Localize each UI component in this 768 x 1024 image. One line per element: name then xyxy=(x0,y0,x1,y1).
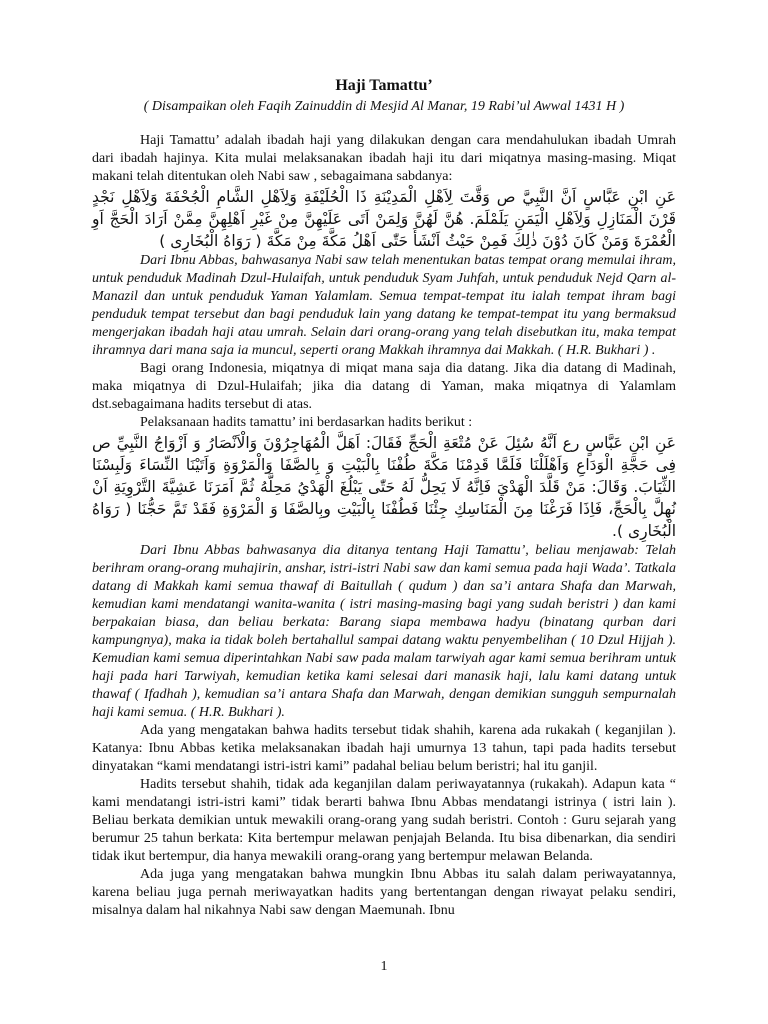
translation-tamattu: Dari Ibnu Abbas bahwasanya dia ditanya tentang Haji Tamattu’, beliau menjawab: Telah berihram orang-orang muhajirin, anshar, istri-istri Nabi saw dan kami semua pada haji Wada’. Tatkala datang di Makkah kami semua thawaf di Baitullah ( qudum ) dan sa’i antara Shafa dan Marwah, kemudian kami mendatangi wanita-wanita ( istri masing-masing bagi yang sudah beristri ) dan kami berpakaian biasa, dan beliau berkata: Barang siapa membawa hadyu (binatang qurban dari kampungnya), maka ia tidak boleh bertahallul sampai datang waktu penyembelihan ( 10 Dzul Hijjah ). Kemudian kami semua diperintahkan Nabi saw pada malam tarwiyah agar kami semua berihram untuk haji pada hari Tarwiyah, kemudian ketika kami selesai dari manasik haji, lalu kami datang untuk thawaf ( Ifadhah ), kemudian sa’i antara Shafa dan Marwah, dengan demikian sungguh sempurnalah haji kami semua. ( H.R. Bukhari ). xyxy=(92,543,676,720)
hadith-intro-paragraph: Pelaksanaan hadits tamattu’ ini berdasarkan hadits berikut : xyxy=(140,415,473,430)
translation-miqat: Dari Ibnu Abbas, bahwasanya Nabi saw telah menentukan batas tempat orang memulai ihram, untuk penduduk Madinah Dzul-Hulaifah, untuk penduduk Syam Juhfah, untuk penduduk Nejd Qarn al-Manazil dan untuk penduduk Yaman Yalamlam. Semua tempat-tempat itu ialah tempat ihram bagi penduduk tempat tersebut dan bagi penduduk lain yang datang ke tempat-tempat itu yang bermaksud mengerjakan ibadah haji atau umrah. Selain dari orang-orang yang telah disebutkan itu, maka tempat ihramnya dari mana saja ia muncul, seperti orang Makkah ihramnya dai Makkah. ( H.R. Bukhari ) . xyxy=(92,253,676,358)
arabic-hadith-tamattu: عَنِ ابْنِ عَبَّاسٍ رع اَنَّهُ سُئِلَ عَنْ مُتْعَةِ الْحَجِّ فَقَالَ: اَهَلَّ الْمُهَاجِرُوْنَ وَالْاَنْصَارُ وَ اَزْوَاجُ النَّبِيِّ ص فِى حَجَّةِ الْوَدَاعِ وَاَهْلَلْنَا فَلَمَّا قَدِمْنَا مَكَّةَ طُفْنَا بِالْبَيْتِ وَ بِالصَّفَا وَالْمَرْوَةِ وَاَتَيْنَا النِّسَاءَ وَلَبِسْنَا الثِّيَابَ. وَقَالَ: مَنْ قَلَّدَ الْهَدْيَ فَاِنَّهُ لَا يَحِلُّ لَهُ حَتّٰى يَبْلُغَ الْهَدْيُ مَحِلَّهُ ثُمَّ اَمَرَنَا عَشِيَّةَ التَّرْوِيَةِ اَنْ نُهِلَّ بِالْحَجِّ، فَاِذَا فَرَغْنَا مِنَ الْمَنَاسِكِ جِئْنَا فَطُفْنَا بِالْبَيْتِ وبِالصَّفَا وَ الْمَرْوَةِ فَقَدْ تَمَّ حَجُّنَا ( رَوَاهُ الْبُخَارِى ). xyxy=(92,434,676,540)
miqat-indonesia-paragraph: Bagi orang Indonesia, miqatnya di miqat mana saja dia datang. Jika dia datang di Madinah, maka miqatnya di Dzul-Hulaifah; jika dia datang di Yaman, maka miqatnya di Yalamlam dst.sebagaimana hadits tersebut di atas. xyxy=(92,361,676,412)
second-objection-paragraph: Ada juga yang mengatakan bahwa mungkin Ibnu Abbas itu salah dalam periwayatannya, karena beliau juga pernah meriwayatkan hadits yang bertentangan dengan riwayat pelaku sendiri, misalnya dalam hal nikahnya Nabi saw dengan Maemunah. Ibnu xyxy=(92,867,676,918)
intro-paragraph: Haji Tamattu’ adalah ibadah haji yang dilakukan dengan cara mendahulukan ibadah Umrah dari ibadah hajinya. Kita mulai melaksanakan ibadah haji itu dari miqatnya masing-masing. Miqat makani telah ditentukan oleh Nabi saw , sebagaimana sabdanya: xyxy=(92,133,676,184)
objection-paragraph: Ada yang mengatakan bahwa hadits tersebut tidak shahih, karena ada rukakah ( keganjilan ). Katanya: Ibnu Abbas ketika melaksanakan ibadah haji umurnya 13 tahun, tapi pada hadits tersebut dinyatakan “kami mendatangi istri-istri kami” padahal beliau belum beristri; hal itu ganjil. xyxy=(92,723,676,774)
document-subtitle: ( Disampaikan oleh Faqih Zainuddin di Mesjid Al Manar, 19 Rabi’ul Awwal 1431 H ) xyxy=(143,99,625,114)
page-number: 1 xyxy=(380,959,388,974)
arabic-hadith-miqat: عَنِ ابْنِ عَبَّاسٍ اَنَّ النَّبِيَّ ص وَقَّتَ لِاَهْلِ الْمَدِيْنَةِ ذَا الْحُلَيْفَةِ وَلِاَهْلِ الشَّامِ الْجُحْفَةَ وَلِاَهْلِ نَجْدٍ قَرْنَ الْمَنَازِلِ وَلِاَهْلِ الْيَمَنِ يَلَمْلَمَ. هُنَّ لَهُنَّ وَلِمَنْ اَتَى عَلَيْهِنَّ مِنْ غَيْرِ اَهْلِهِنَّ مِمَّنْ اَرَادَ الْحَجَّ اَوِ الْعُمْرَةَ وَمَنْ كَانَ دُوْنَ ذٰلِكَ فَمِنْ حَيْثُ اَنْشَأَ حَتّٰى اَهْلُ مَكَّةَ مِنْ مَكَّةَ ( رَوَاهُ الْبُخَارِى ) xyxy=(92,188,676,250)
document-title: Haji Tamattu’ xyxy=(335,77,433,94)
response-paragraph: Hadits tersebut shahih, tidak ada keganjilan dalam periwayatannya (rukakah). Adapun kata “ kami mendatangi istri-istri kami” tidak berarti bahwa Ibnu Abbas mendatangi istrinya ( istri lain ). Beliau berkata demikian untuk mewakili orang-orang yang sudah beristri. Contoh : Guru sejarah yang berumur 25 tahun berkata: Kita bertempur melawan penjajah Belanda. Itu bisa dibenarkan, dia sendiri tidak ikut bertempur, dia hanya mewakili orang-orang yang bertempur melawan Belanda. xyxy=(92,777,676,864)
